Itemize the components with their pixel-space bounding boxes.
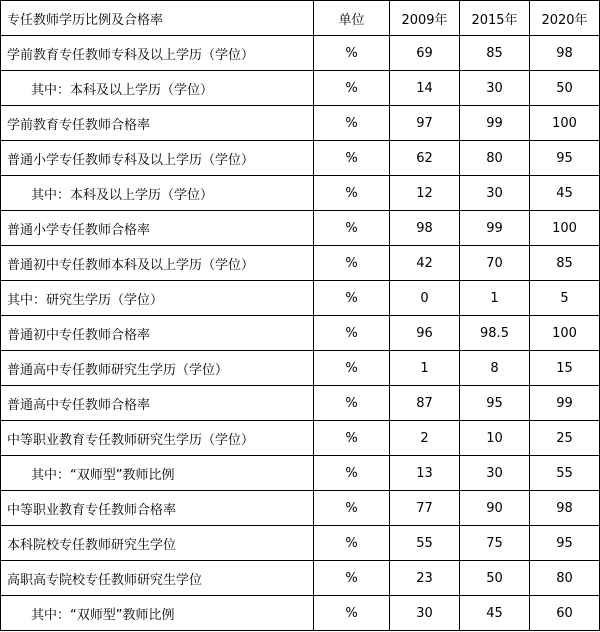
value-2020: 55 <box>530 456 600 491</box>
value-2020: 100 <box>530 211 600 246</box>
row-label: 普通小学专任教师专科及以上学历（学位） <box>1 141 314 176</box>
row-label: 学前教育专任教师合格率 <box>1 106 314 141</box>
value-2020: 100 <box>530 316 600 351</box>
value-2009: 96 <box>390 316 460 351</box>
header-year-2009: 2009年 <box>390 1 460 36</box>
row-unit: % <box>314 351 390 386</box>
row-unit: % <box>314 36 390 71</box>
table-row <box>1 386 600 421</box>
value-2009: 23 <box>390 561 460 596</box>
table-row <box>1 281 600 316</box>
value-2015: 99 <box>460 211 530 246</box>
value-2009: 2 <box>390 421 460 456</box>
value-2015: 98.5 <box>460 316 530 351</box>
row-unit: % <box>314 561 390 596</box>
row-label: 中等职业教育专任教师合格率 <box>1 491 314 526</box>
value-2015: 1 <box>460 281 530 316</box>
value-2009: 97 <box>390 106 460 141</box>
value-2020: 60 <box>530 596 600 631</box>
row-label: 普通小学专任教师合格率 <box>1 211 314 246</box>
row-label: 学前教育专任教师专科及以上学历（学位） <box>1 36 314 71</box>
table-row <box>1 211 600 246</box>
value-2015: 8 <box>460 351 530 386</box>
value-2020: 50 <box>530 71 600 106</box>
table-row <box>1 176 600 211</box>
value-2009: 55 <box>390 526 460 561</box>
row-unit: % <box>314 211 390 246</box>
value-2009: 12 <box>390 176 460 211</box>
row-unit: % <box>314 141 390 176</box>
value-2009: 0 <box>390 281 460 316</box>
value-2009: 77 <box>390 491 460 526</box>
table-row <box>1 106 600 141</box>
header-year-2015: 2015年 <box>460 1 530 36</box>
value-2009: 1 <box>390 351 460 386</box>
value-2015: 30 <box>460 456 530 491</box>
value-2015: 70 <box>460 246 530 281</box>
row-label: 其中：本科及以上学历（学位） <box>1 71 314 106</box>
row-unit: % <box>314 526 390 561</box>
value-2015: 45 <box>460 596 530 631</box>
row-unit: % <box>314 386 390 421</box>
value-2020: 100 <box>530 106 600 141</box>
value-2020: 5 <box>530 281 600 316</box>
row-unit: % <box>314 71 390 106</box>
row-unit: % <box>314 246 390 281</box>
value-2020: 15 <box>530 351 600 386</box>
value-2015: 99 <box>460 106 530 141</box>
value-2009: 87 <box>390 386 460 421</box>
header-unit: 单位 <box>314 1 390 36</box>
value-2020: 98 <box>530 491 600 526</box>
row-unit: % <box>314 491 390 526</box>
header-year-2020: 2020年 <box>530 1 600 36</box>
table-row <box>1 526 600 561</box>
table-row <box>1 456 600 491</box>
row-unit: % <box>314 106 390 141</box>
row-unit: % <box>314 456 390 491</box>
value-2015: 80 <box>460 141 530 176</box>
value-2015: 95 <box>460 386 530 421</box>
table-header-row <box>1 1 600 36</box>
row-label: 其中：“双师型”教师比例 <box>1 596 314 631</box>
row-label: 普通高中专任教师研究生学历（学位） <box>1 351 314 386</box>
row-label: 中等职业教育专任教师研究生学历（学位） <box>1 421 314 456</box>
row-label: 高职高专院校专任教师研究生学位 <box>1 561 314 596</box>
value-2020: 95 <box>530 141 600 176</box>
row-label: 其中：本科及以上学历（学位） <box>1 176 314 211</box>
value-2020: 95 <box>530 526 600 561</box>
value-2020: 85 <box>530 246 600 281</box>
value-2020: 98 <box>530 36 600 71</box>
row-unit: % <box>314 176 390 211</box>
value-2020: 99 <box>530 386 600 421</box>
value-2015: 75 <box>460 526 530 561</box>
value-2009: 30 <box>390 596 460 631</box>
value-2020: 45 <box>530 176 600 211</box>
table-row <box>1 316 600 351</box>
row-label: 其中：“双师型”教师比例 <box>1 456 314 491</box>
value-2009: 69 <box>390 36 460 71</box>
value-2015: 10 <box>460 421 530 456</box>
table-row <box>1 71 600 106</box>
row-label: 其中：研究生学历（学位） <box>1 281 314 316</box>
value-2015: 30 <box>460 71 530 106</box>
row-label: 普通初中专任教师本科及以上学历（学位） <box>1 246 314 281</box>
header-label: 专任教师学历比例及合格率 <box>1 1 314 36</box>
row-label: 普通高中专任教师合格率 <box>1 386 314 421</box>
value-2009: 14 <box>390 71 460 106</box>
table-row <box>1 351 600 386</box>
table-row <box>1 491 600 526</box>
value-2009: 98 <box>390 211 460 246</box>
table-row <box>1 36 600 71</box>
value-2009: 42 <box>390 246 460 281</box>
row-unit: % <box>314 281 390 316</box>
row-unit: % <box>314 421 390 456</box>
table-row <box>1 246 600 281</box>
row-unit: % <box>314 316 390 351</box>
table-row <box>1 596 600 631</box>
value-2015: 30 <box>460 176 530 211</box>
table-row <box>1 561 600 596</box>
value-2020: 25 <box>530 421 600 456</box>
value-2009: 13 <box>390 456 460 491</box>
value-2015: 90 <box>460 491 530 526</box>
value-2015: 50 <box>460 561 530 596</box>
table-row <box>1 421 600 456</box>
row-label: 普通初中专任教师合格率 <box>1 316 314 351</box>
value-2020: 80 <box>530 561 600 596</box>
table-row <box>1 141 600 176</box>
value-2015: 85 <box>460 36 530 71</box>
row-label: 本科院校专任教师研究生学位 <box>1 526 314 561</box>
row-unit: % <box>314 596 390 631</box>
value-2009: 62 <box>390 141 460 176</box>
